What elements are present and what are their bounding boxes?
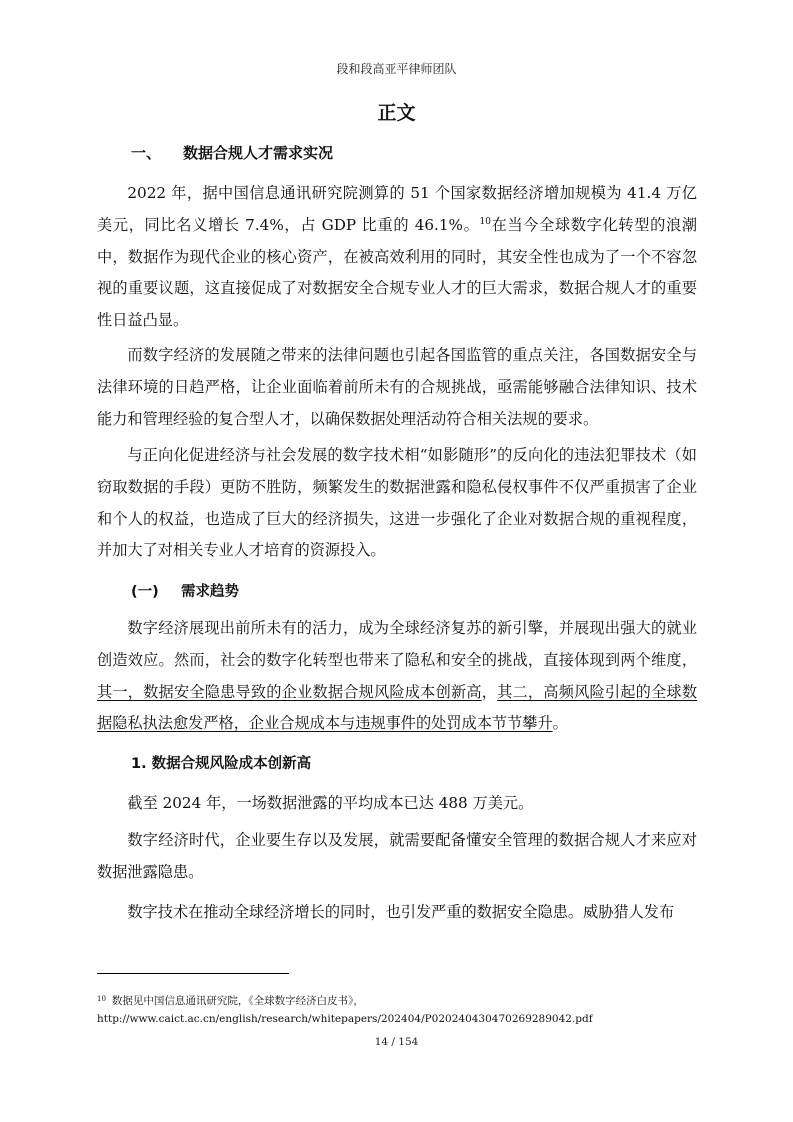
paragraph-1-text: 2022 年，据中国信息通讯研究院测算的 51 个国家数据经济增加规模为 41.4 万亿美元，同比名义增长 7.4%，占 GDP 比重的 46.1%。: [97, 184, 697, 234]
paragraph-5: 截至 2024 年，一场数据泄露的平均成本已达 488 万美元。: [127, 794, 534, 812]
underlined-point-1: 其一，数据安全隐患导致的企业数据合规风险成本创新高: [97, 682, 482, 701]
paragraph-4-end: 。: [552, 714, 568, 733]
paragraph-4: [97, 613, 697, 740]
heading-level2-number: (一): [131, 584, 159, 600]
footnote-ref-10[interactable]: 10: [479, 216, 491, 227]
paragraph-6: 数字经济时代，企业要生存以及发展，就需要配备懂安全管理的数据合规人才来应对数据泄露隐患。: [97, 831, 697, 881]
paragraph-2: 而数字经济的发展随之带来的法律问题也引起各国监管的重点关注，各国数据安全与法律环境的日趋严格，让企业面临着前所未有的合规挑战，亟需能够融合法律知识、技术能力和管理经验的复合型人才，以确保数据处理活动符合相关法规的要求。: [97, 346, 697, 428]
footnote-url[interactable]: http://www.caict.ac.cn/english/research/whitepapers/202404/P020240430470269289042.pdf: [97, 1013, 593, 1025]
paragraph-7: 数字技术在推动全球经济增长的同时，也引发严重的数据安全隐患。威胁猎人发布: [127, 903, 675, 921]
running-header: 段和段高亚平律师团队: [336, 62, 457, 76]
page-number: 14 / 154: [374, 1036, 419, 1048]
section-title: 正文: [377, 102, 416, 124]
paragraph-4-text: 数字经济展现出前所未有的活力，成为全球经济复苏的新引擎，并展现出强大的就业创造效应。然而，社会的数字化转型也带来了隐私和安全的挑战，直接体现到两个维度，: [97, 619, 697, 669]
heading-level1-text: 数据合规人才需求实况: [183, 144, 334, 162]
heading-level1: [131, 142, 333, 163]
footnote-number: 10: [97, 995, 106, 1003]
paragraph-1-text-after: 在当今全球数字化转型的浪潮中，数据作为现代企业的核心资产，在被高效利用的同时，其安全性也成为了一个不容忽视的重要议题，这直接促成了对数据安全合规专业人才的巨大需求，数据合规人才的重要性日益凸显。: [97, 215, 698, 330]
heading-level2-text: 需求趋势: [181, 584, 239, 600]
paragraph-3: 与正向化促进经济与社会发展的数字技术相“如影随形”的反向化的违法犯罪技术（如窃取数据的手段）更防不胜防，频繁发生的数据泄露和隐私侵权事件不仅严重损害了企业和个人的权益，也造成了巨大的经济损失，这进一步强化了企业对数据合规的重视程度，并加大了对相关专业人才培育的资源投入。: [97, 446, 697, 560]
footnote-text: 数据见中国信息通讯研究院，《全球数字经济白皮书》，: [111, 995, 364, 1007]
heading-level1-number: 一、: [131, 144, 162, 162]
heading-level2: [131, 580, 239, 601]
footnote: [97, 992, 697, 1028]
footnote-line-1: [97, 992, 697, 1010]
heading-level3: 1. 数据合规风险成本创新高: [131, 756, 312, 772]
footnote-divider: [97, 973, 289, 974]
paragraph-1: [97, 178, 697, 337]
paragraph-4-separator: ，: [481, 682, 498, 701]
underlined-point-2: 其二，高频风险引起的全球数据隐私执法愈发严格，企业合规成本与违规事件的处罚成本节节攀升: [97, 682, 698, 733]
